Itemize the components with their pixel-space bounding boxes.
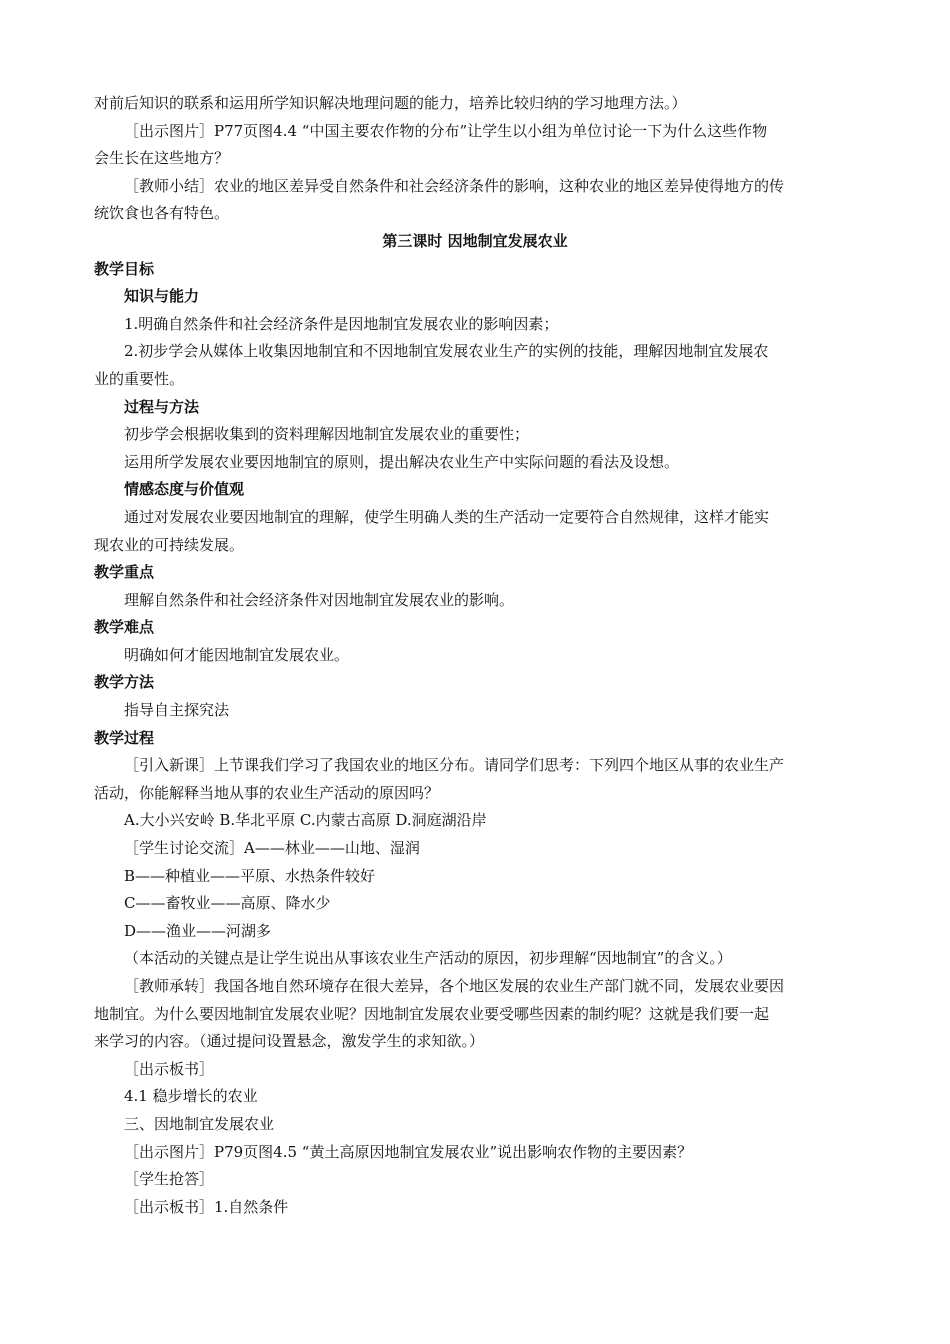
text-line: 对前后知识的联系和运用所学知识解决地理问题的能力，培养比较归纳的学习地理方法。） [94, 94, 687, 112]
text-line: D——渔业——河湖多 [124, 921, 272, 940]
text-line: ［出示图片］P79页图4.5 “黄土高原因地制宜发展农业”说出影响农作物的主要因素？ [124, 1142, 693, 1161]
text-line: 来学习的内容。（通过提问设置悬念，激发学生的求知欲。） [94, 1032, 485, 1051]
text-line: C——畜牧业——高原、降水少 [124, 894, 331, 913]
text-line: ［出示板书］ [124, 1059, 215, 1078]
section-heading: 教学重点 [94, 563, 155, 582]
text-line: 1.明确自然条件和社会经济条件是因地制宜发展农业的影响因素； [124, 314, 559, 333]
text-line: ［出示图片］P77页图4.4 “中国主要农作物的分布”让学生以小组为单位讨论一下为什么这些作物 [124, 121, 768, 140]
subsection-heading: 知识与能力 [124, 287, 200, 306]
text-line: 理解自然条件和社会经济条件对因地制宜发展农业的影响。 [124, 590, 515, 609]
text-line: （本活动的关键点是让学生说出从事该农业生产活动的原因，初步理解“因地制宜”的含义。） [124, 949, 732, 968]
text-line: 初步学会根据收集到的资料理解因地制宜发展农业的重要性； [124, 425, 530, 444]
text-line: A.大小兴安岭 B.华北平原 C.内蒙古高原 D.洞庭湖沿岸 [124, 811, 487, 830]
text-line: 指导自主探究法 [124, 701, 230, 720]
text-line: 明确如何才能因地制宜发展农业。 [124, 645, 350, 664]
section-heading: 教学难点 [94, 618, 155, 637]
section-heading: 教学过程 [94, 728, 155, 747]
lesson-title: 第三课时 因地制宜发展农业 [382, 231, 568, 250]
text-line: 三、因地制宜发展农业 [124, 1114, 275, 1133]
text-line: 活动，你能解释当地从事的农业生产活动的原因吗？ [94, 783, 440, 802]
text-line: ［学生抢答］ [124, 1170, 215, 1189]
text-line: 4.1 稳步增长的农业 [124, 1087, 258, 1106]
text-line: ［教师小结］农业的地区差异受自然条件和社会经济条件的影响，这种农业的地区差异使得地方的传 [124, 176, 785, 195]
text-line: 地制宜。为什么要因地制宜发展农业呢？因地制宜发展农业要受哪些因素的制约呢？这就是我们要一起 [94, 1004, 770, 1023]
text-line: 通过对发展农业要因地制宜的理解，使学生明确人类的生产活动一定要符合自然规律，这样才能实 [124, 507, 770, 526]
text-line: 现农业的可持续发展。 [94, 535, 245, 554]
text-line: ［引入新课］上节课我们学习了我国农业的地区分布。请同学们思考：下列四个地区从事的农业生产 [124, 756, 785, 775]
text-line: 2.初步学会从媒体上收集因地制宜和不因地制宜发展农业生产的实例的技能，理解因地制宜发展农 [124, 342, 769, 361]
text-line: B——种植业——平原、水热条件较好 [124, 866, 376, 885]
text-line: 业的重要性。 [94, 369, 185, 388]
text-line: ［学生讨论交流］A——林业——山地、湿润 [124, 839, 420, 858]
text-line: 会生长在这些地方？ [94, 149, 230, 168]
subsection-heading: 情感态度与价值观 [124, 480, 245, 499]
text-line: 运用所学发展农业要因地制宜的原则，提出解决农业生产中实际问题的看法及设想。 [124, 452, 680, 471]
text-line: 统饮食也各有特色。 [94, 204, 230, 223]
section-heading: 教学方法 [94, 673, 155, 692]
section-heading: 教学目标 [94, 259, 155, 278]
text-line: ［出示板书］1.自然条件 [124, 1197, 289, 1216]
subsection-heading: 过程与方法 [124, 397, 200, 416]
text-line: ［教师承转］我国各地自然环境存在很大差异，各个地区发展的农业生产部门就不同，发展农业要因 [124, 977, 785, 995]
